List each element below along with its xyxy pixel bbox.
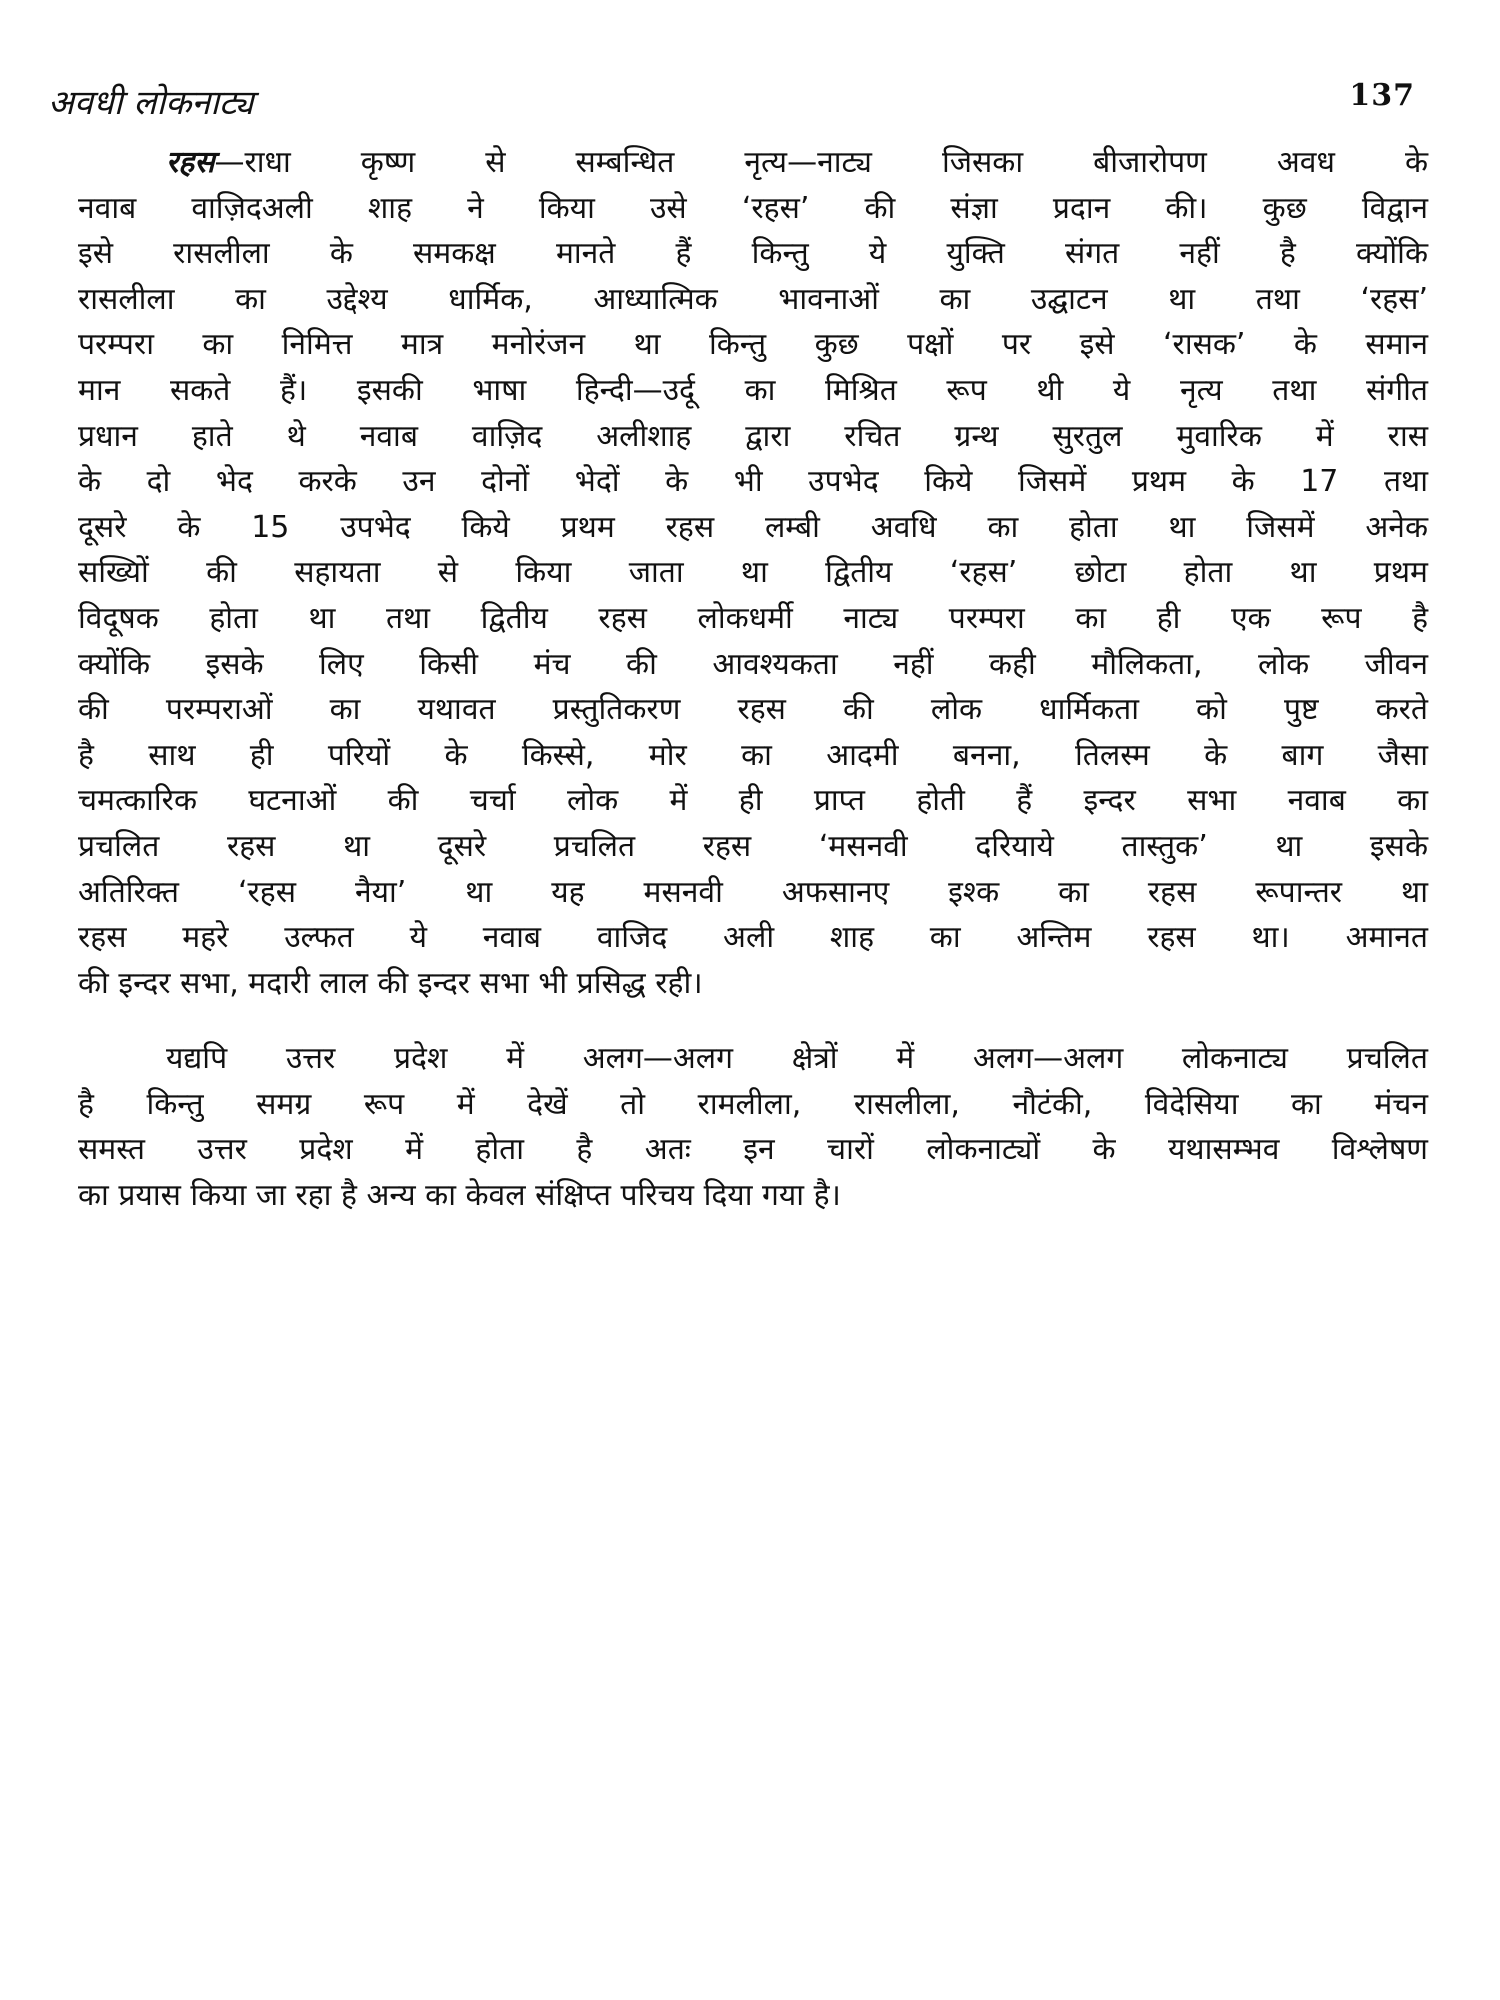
paragraph-line: प्रचलित रहस था दूसरे प्रचलित रहस ‘मसनवी दरियाये तास्तुक’ था इसके	[78, 828, 1428, 864]
paragraph-line: यद्यपि उत्तर प्रदेश में अलग—अलग क्षेत्रों में अलग—अलग लोकनाट्य प्रचलित	[166, 1041, 1428, 1077]
paragraph-line: का प्रयास किया जा रहा है अन्य का केवल संक्षिप्त परिचय दिया गया है।	[78, 1178, 841, 1214]
running-header: अवधी लोकनाट्य	[48, 83, 254, 123]
paragraph-summary	[78, 1036, 1428, 1218]
paragraph-line: मान सकते हैं। इसकी भाषा हिन्दी—उर्दू का मिश्रित रूप थी ये नृत्य तथा संगीत	[78, 372, 1428, 408]
paragraph-line: समस्त उत्तर प्रदेश में होता है अतः इन चारों लोकनाट्यों के यथासम्भव विश्लेषण	[78, 1132, 1428, 1168]
paragraph-line: नवाब वाज़िदअली शाह ने किया उसे ‘रहस’ की संज्ञा प्रदान की। कुछ विद्वान	[78, 190, 1428, 226]
paragraph-line: की परम्पराओं का यथावत प्रस्तुतिकरण रहस की लोक धार्मिकता को पुष्ट करते	[78, 692, 1428, 728]
paragraph-line: की इन्दर सभा, मदारी लाल की इन्दर सभा भी प्रसिद्ध रही।	[78, 965, 703, 1001]
page-number: 137	[1349, 78, 1415, 113]
paragraph-line: रासलीला का उद्देश्य धार्मिक, आध्यात्मिक भावनाओं का उद्घाटन था तथा ‘रहस’	[78, 281, 1428, 317]
paragraph-line: इसे रासलीला के समकक्ष मानते हैं किन्तु ये युक्ति संगत नहीं है क्योंकि	[78, 236, 1428, 272]
paragraph-line: सख्यिों की सहायता से किया जाता था द्वितीय ‘रहस’ छोटा होता था प्रथम	[78, 555, 1428, 591]
paragraph-line: परम्परा का निमित्त मात्र मनोरंजन था किन्तु कुछ पक्षों पर इसे ‘रासक’ के समान	[78, 327, 1428, 363]
paragraph-line: विदूषक होता था तथा द्वितीय रहस लोकधर्मी नाट्य परम्परा का ही एक रूप है	[78, 600, 1428, 636]
line-text: —राधा कृष्ण से सम्बन्धित नृत्य—नाट्य जिसका बीजारोपण अवध के	[214, 145, 1428, 180]
paragraph-rahas	[78, 140, 1428, 1006]
paragraph-line: रहस महरे उल्फत ये नवाब वाजिद अली शाह का अन्तिम रहस था। अमानत	[78, 920, 1428, 956]
paragraph-line: दूसरे के 15 उपभेद किये प्रथम रहस लम्बी अवधि का होता था जिसमें अनेक	[78, 509, 1428, 545]
paragraph-line: प्रधान हाते थे नवाब वाज़िद अलीशाह द्वारा रचित ग्रन्थ सुरतुल मुवारिक में रास	[78, 418, 1428, 454]
paragraph-gap	[78, 1006, 1428, 1036]
lead-term: रहस	[166, 145, 215, 180]
paragraph-line: चमत्कारिक घटनाओं की चर्चा लोक में ही प्राप्त होती हैं इन्दर सभा नवाब का	[78, 783, 1428, 819]
paragraph-line	[78, 140, 1428, 186]
paragraph-line: अतिरिक्त ‘रहस नैया’ था यह मसनवी अफसानए इश्क का रहस रूपान्तर था	[78, 874, 1428, 910]
paragraph-line: के दो भेद करके उन दोनों भेदों के भी उपभेद किये जिसमें प्रथम के 17 तथा	[78, 464, 1428, 500]
body-text	[78, 140, 1428, 1219]
paragraph-line: है साथ ही परियों के किस्से, मोर का आदमी बनना, तिलस्म के बाग जैसा	[78, 737, 1428, 773]
paragraph-line: क्योंकि इसके लिए किसी मंच की आवश्यकता नहीं कही मौलिकता, लोक जीवन	[78, 646, 1428, 682]
paragraph-line: है किन्तु समग्र रूप में देखें तो रामलीला, रासलीला, नौटंकी, विदेसिया का मंचन	[78, 1086, 1428, 1122]
